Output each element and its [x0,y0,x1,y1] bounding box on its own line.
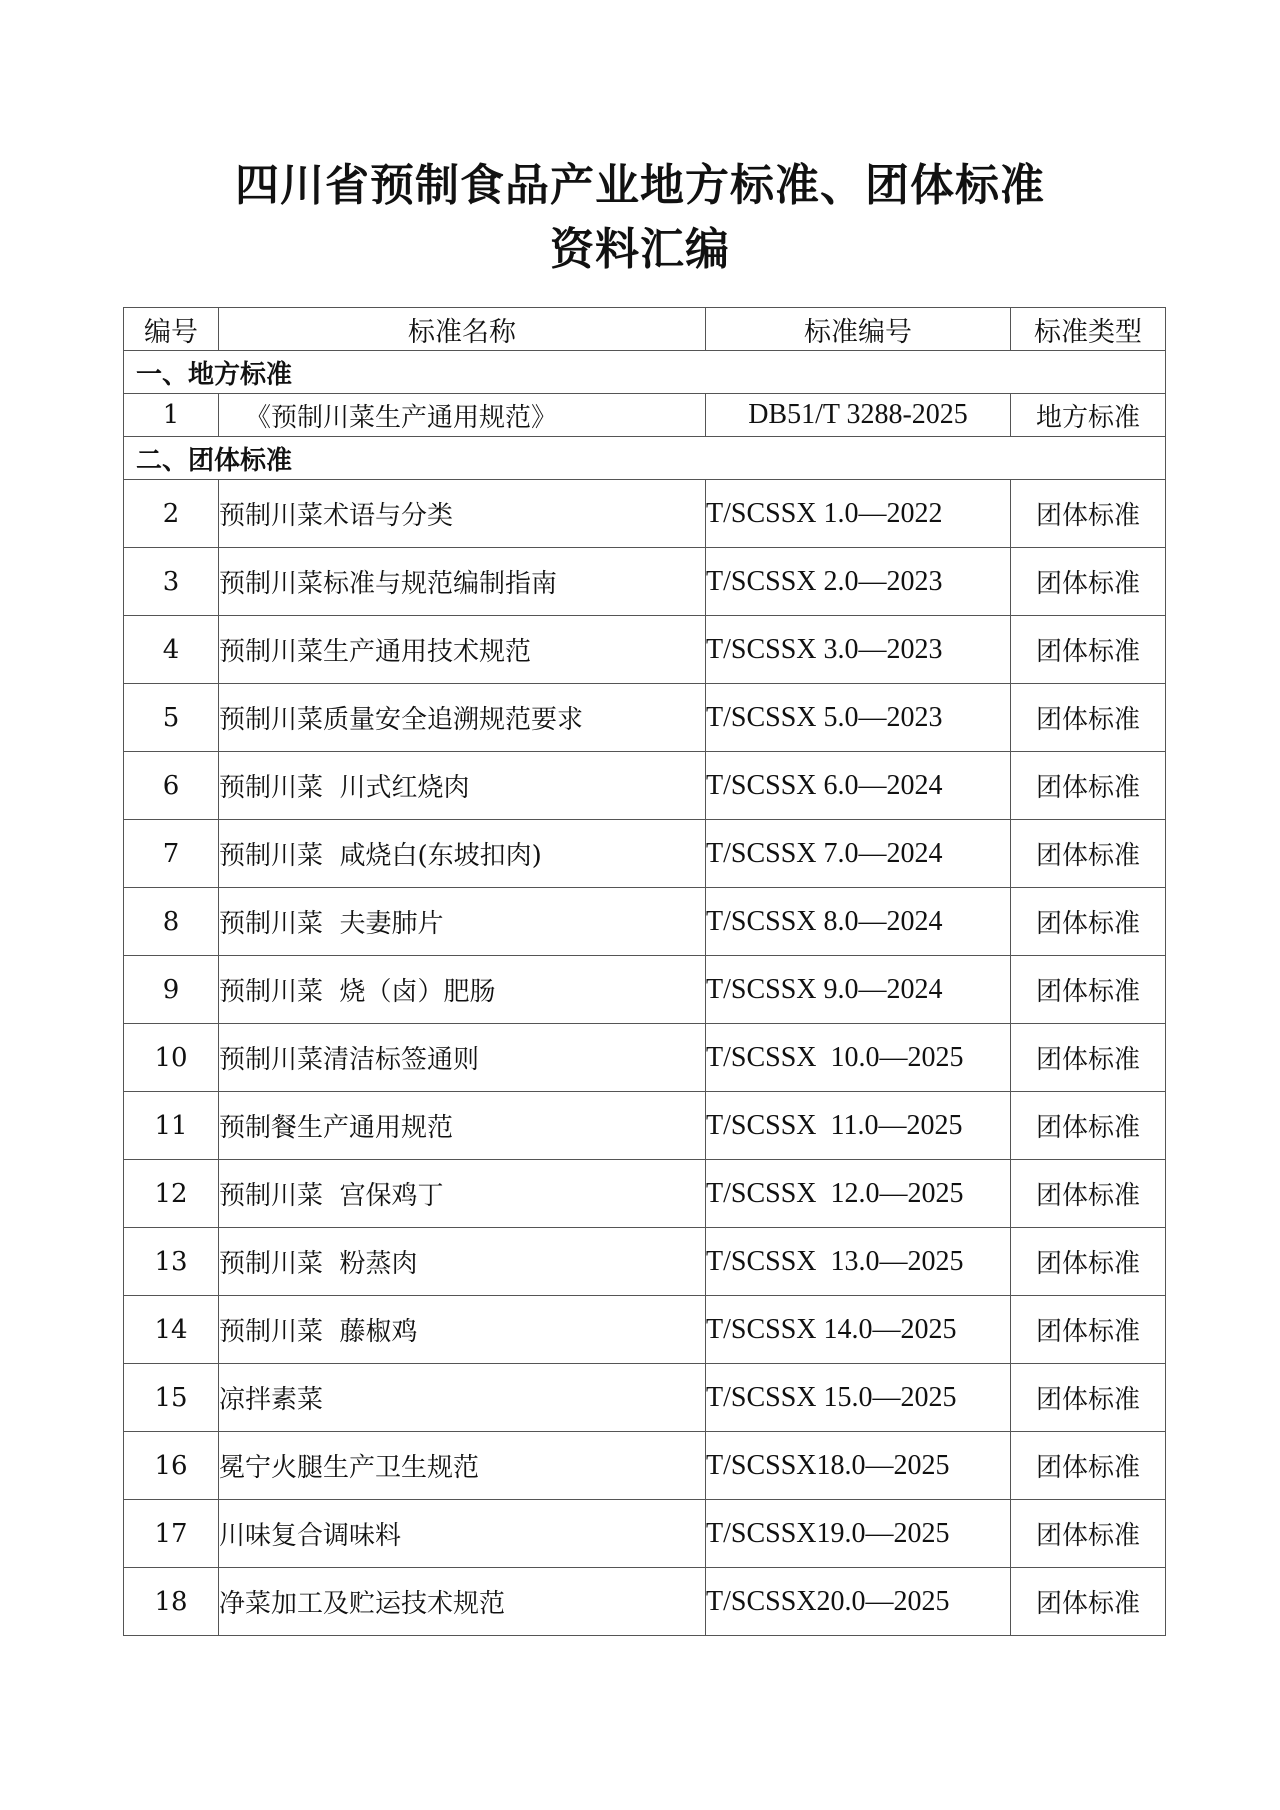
cell-standard-type: 团体标准 [1011,1228,1166,1296]
table-row [124,956,1166,1024]
cell-standard-code: T/SCSSX 11.0—2025 [706,1092,1011,1160]
table-row [124,1500,1166,1568]
table-row [124,752,1166,820]
cell-number: 12 [124,1160,219,1228]
cell-number: 8 [124,888,219,956]
cell-standard-type: 团体标准 [1011,752,1166,820]
cell-standard-name: 冕宁火腿生产卫生规范 [219,1432,706,1500]
cell-standard-code: T/SCSSX 8.0—2024 [706,888,1011,956]
cell-standard-code: T/SCSSX 5.0—2023 [706,684,1011,752]
cell-standard-type: 团体标准 [1011,820,1166,888]
cell-standard-name: 预制川菜清洁标签通则 [219,1024,706,1092]
table-row [124,888,1166,956]
cell-standard-type: 团体标准 [1011,548,1166,616]
cell-number: 10 [124,1024,219,1092]
cell-standard-name: 预制川菜 川式红烧肉 [219,752,706,820]
cell-standard-code: T/SCSSX 7.0—2024 [706,820,1011,888]
cell-standard-code: T/SCSSX 1.0—2022 [706,480,1011,548]
table-row [124,616,1166,684]
cell-standard-type: 地方标准 [1011,394,1166,437]
cell-number: 1 [124,394,219,437]
cell-standard-name: 预制川菜 夫妻肺片 [219,888,706,956]
header-standard-code: 标准编号 [706,308,1011,351]
cell-standard-type: 团体标准 [1011,1500,1166,1568]
standards-table [123,307,1166,1636]
cell-standard-type: 团体标准 [1011,1024,1166,1092]
table-row [124,1432,1166,1500]
table-row [124,394,1166,437]
cell-standard-name: 川味复合调味料 [219,1500,706,1568]
cell-number: 7 [124,820,219,888]
cell-standard-code: T/SCSSX 9.0—2024 [706,956,1011,1024]
cell-number: 18 [124,1568,219,1636]
cell-standard-name: 净菜加工及贮运技术规范 [219,1568,706,1636]
cell-standard-code: DB51/T 3288-2025 [706,394,1011,437]
header-standard-type: 标准类型 [1011,308,1166,351]
table-row [124,1092,1166,1160]
cell-standard-type: 团体标准 [1011,1432,1166,1500]
cell-standard-name: 预制川菜 粉蒸肉 [219,1228,706,1296]
table-row [124,1160,1166,1228]
table-row [124,548,1166,616]
table-row [124,1364,1166,1432]
cell-standard-type: 团体标准 [1011,956,1166,1024]
cell-standard-type: 团体标准 [1011,1364,1166,1432]
cell-standard-type: 团体标准 [1011,1160,1166,1228]
table-row [124,820,1166,888]
cell-standard-code: T/SCSSX20.0—2025 [706,1568,1011,1636]
cell-standard-name: 预制餐生产通用规范 [219,1092,706,1160]
table-row [124,480,1166,548]
cell-standard-code: T/SCSSX19.0—2025 [706,1500,1011,1568]
cell-number: 11 [124,1092,219,1160]
cell-standard-code: T/SCSSX 15.0—2025 [706,1364,1011,1432]
table-row [124,1296,1166,1364]
cell-standard-type: 团体标准 [1011,480,1166,548]
table-body [124,351,1166,1636]
table-row [124,684,1166,752]
section-heading-row [124,437,1166,480]
cell-standard-type: 团体标准 [1011,616,1166,684]
header-number: 编号 [124,308,219,351]
cell-standard-type: 团体标准 [1011,684,1166,752]
cell-standard-name: 预制川菜 宫保鸡丁 [219,1160,706,1228]
document-title: 四川省预制食品产业地方标准、团体标准 [235,160,1045,211]
cell-standard-code: T/SCSSX 6.0—2024 [706,752,1011,820]
cell-standard-name: 预制川菜术语与分类 [219,480,706,548]
cell-standard-code: T/SCSSX 14.0—2025 [706,1296,1011,1364]
section-heading-row [124,351,1166,394]
table-header-row [124,308,1166,351]
cell-standard-type: 团体标准 [1011,1092,1166,1160]
cell-standard-name: 预制川菜标准与规范编制指南 [219,548,706,616]
table-row [124,1568,1166,1636]
cell-standard-code: T/SCSSX 3.0—2023 [706,616,1011,684]
cell-standard-name: 预制川菜 藤椒鸡 [219,1296,706,1364]
cell-standard-code: T/SCSSX 10.0—2025 [706,1024,1011,1092]
cell-standard-name: 预制川菜 烧（卤）肥肠 [219,956,706,1024]
cell-number: 17 [124,1500,219,1568]
cell-standard-name: 《预制川菜生产通用规范》 [219,394,706,437]
cell-standard-code: T/SCSSX 2.0—2023 [706,548,1011,616]
cell-number: 2 [124,480,219,548]
cell-standard-type: 团体标准 [1011,1568,1166,1636]
cell-number: 14 [124,1296,219,1364]
cell-number: 15 [124,1364,219,1432]
cell-number: 5 [124,684,219,752]
cell-standard-type: 团体标准 [1011,1296,1166,1364]
cell-standard-type: 团体标准 [1011,888,1166,956]
section-heading: 一、地方标准 [124,351,1166,394]
cell-standard-code: T/SCSSX 12.0—2025 [706,1160,1011,1228]
cell-number: 16 [124,1432,219,1500]
section-heading: 二、团体标准 [124,437,1166,480]
cell-standard-name: 预制川菜生产通用技术规范 [219,616,706,684]
cell-number: 4 [124,616,219,684]
cell-number: 6 [124,752,219,820]
document-subtitle: 资料汇编 [550,224,730,275]
cell-number: 3 [124,548,219,616]
cell-standard-name: 凉拌素菜 [219,1364,706,1432]
cell-number: 13 [124,1228,219,1296]
cell-number: 9 [124,956,219,1024]
table-row [124,1024,1166,1092]
table-row [124,1228,1166,1296]
header-standard-name: 标准名称 [219,308,706,351]
cell-standard-name: 预制川菜质量安全追溯规范要求 [219,684,706,752]
cell-standard-name: 预制川菜 咸烧白(东坡扣肉) [219,820,706,888]
cell-standard-code: T/SCSSX18.0—2025 [706,1432,1011,1500]
cell-standard-code: T/SCSSX 13.0—2025 [706,1228,1011,1296]
